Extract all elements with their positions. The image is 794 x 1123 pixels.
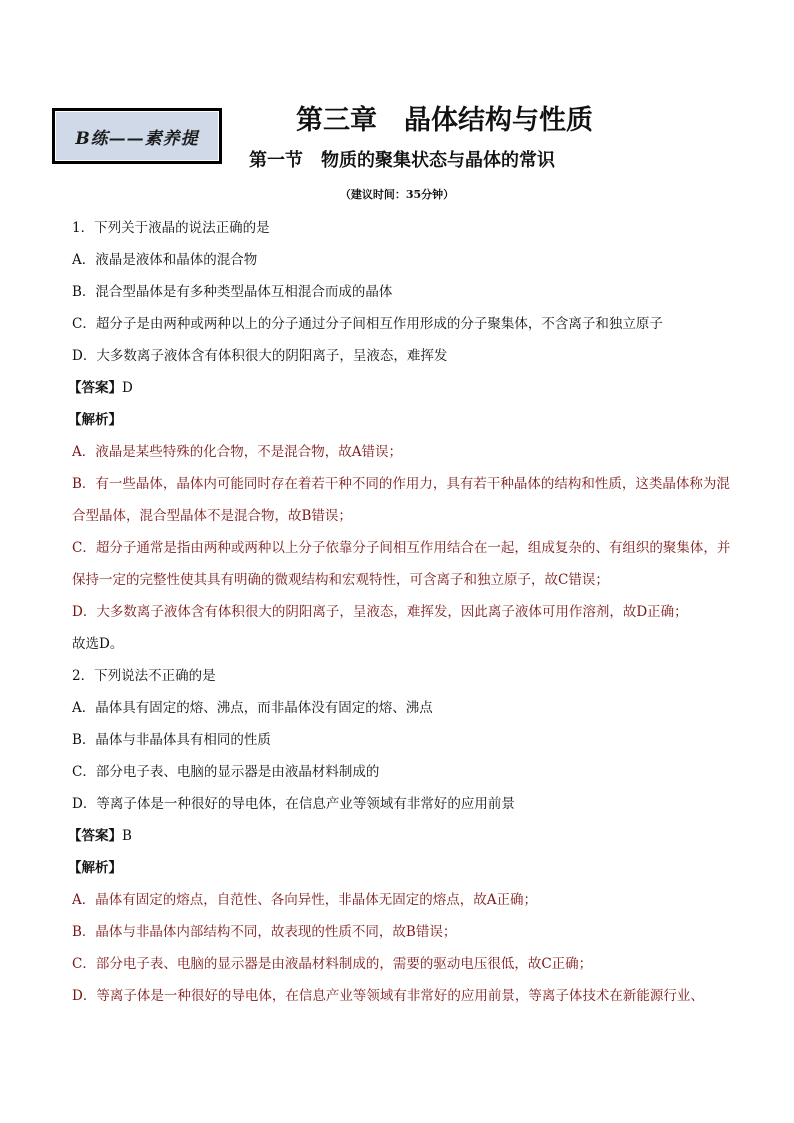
analysis-label: 【解析】	[68, 860, 122, 876]
option-a: A．液晶是液体和晶体的混合物	[72, 252, 258, 268]
section-title: 第一节 物质的聚集状态与晶体的常识	[249, 150, 555, 171]
option-d: D．等离子体是一种很好的导电体，在信息产业等领域有非常好的应用前景	[72, 796, 515, 812]
conclusion: 故选D。	[72, 636, 124, 652]
question-1	[68, 212, 732, 660]
question-2	[68, 660, 732, 1012]
answer-row	[68, 820, 732, 852]
analysis-label: 【解析】	[68, 412, 122, 428]
section-badge	[52, 108, 222, 164]
option-d: D．大多数离子液体含有体积很大的阴阳离子，呈液态，难挥发	[72, 348, 448, 364]
answer-value: D	[122, 380, 133, 396]
analysis-d: D．等离子体是一种很好的导电体，在信息产业等领域有非常好的应用前景，等离子体技术在新能源行业、	[72, 988, 704, 1004]
question-stem: 2．下列说法不正确的是	[72, 668, 216, 684]
option-c: C．部分电子表、电脑的显示器是由液晶材料制成的	[72, 764, 380, 780]
answer-label: 【答案】	[68, 380, 122, 396]
answer-value: B	[122, 828, 132, 844]
analysis-a: A．晶体有固定的熔点，自范性、各向异性，非晶体无固定的熔点，故A正确；	[72, 892, 537, 908]
analysis-d: D．大多数离子液体含有体积很大的阴阳离子，呈液态，难挥发，因此离子液体可用作溶剂，故D正确；	[72, 604, 688, 620]
option-a: A．晶体具有固定的熔、沸点，而非晶体没有固定的熔、沸点	[72, 700, 433, 716]
analysis-c: C．超分子通常是指由两种或两种以上分子依靠分子间相互作用结合在一起，组成复杂的、有组织的聚集体，并保持一定的完整性使其具有明确的微观结构和宏观特性，可含离子和独立原子，故C错误；	[72, 540, 731, 588]
option-b: B．混合型晶体是有多种类型晶体互相混合而成的晶体	[72, 284, 393, 300]
time-note: （建议时间：35分钟）	[339, 188, 455, 201]
option-c: C．超分子是由两种或两种以上的分子通过分子间相互作用形成的分子聚集体，不含离子和独立原子	[72, 316, 663, 332]
analysis-b: B．有一些晶体，晶体内可能同时存在着若干种不同的作用力，具有若干种晶体的结构和性质，这类晶体称为混合型晶体，混合型晶体不是混合物，故B错误；	[72, 476, 730, 524]
option-b: B．晶体与非晶体具有相同的性质	[72, 732, 271, 748]
document-body	[68, 212, 732, 1012]
section-badge-text: B练——素养提	[75, 128, 199, 149]
section-badge-inner	[55, 111, 219, 161]
analysis-c: C．部分电子表、电脑的显示器是由液晶材料制成的，需要的驱动电压很低，故C正确；	[72, 956, 593, 972]
chapter-title: 第三章 晶体结构与性质	[296, 105, 593, 136]
answer-label: 【答案】	[68, 828, 122, 844]
answer-row	[68, 372, 732, 404]
question-stem: 1．下列关于液晶的说法正确的是	[72, 220, 270, 236]
analysis-b: B．晶体与非晶体内部结构不同，故表现的性质不同，故B错误；	[72, 924, 457, 940]
analysis-a: A．液晶是某些特殊的化合物，不是混合物，故A错误；	[72, 444, 402, 460]
